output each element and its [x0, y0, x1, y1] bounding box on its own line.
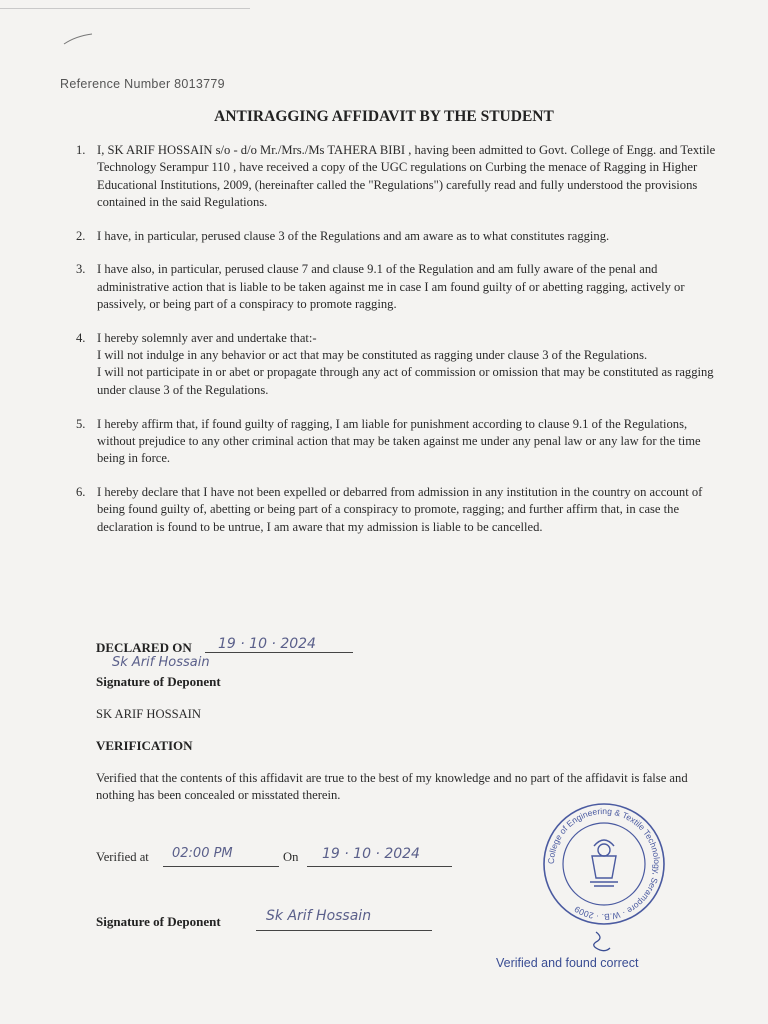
declared-date-handwritten: 19 · 10 · 2024 — [218, 636, 316, 652]
verified-time-handwritten: 02:00 PM — [172, 846, 233, 861]
pen-mark-icon — [62, 30, 102, 50]
clause-item — [76, 261, 716, 313]
signature-label: Signature of Deponent — [96, 674, 221, 689]
clause-text: I will not indulge in any behavior or act that may be constituted as ragging under clause 3 of the Regulations. — [97, 348, 648, 363]
document-title: ANTIRAGGING AFFIDAVIT BY THE STUDENT — [214, 108, 554, 125]
clause-item — [76, 330, 716, 399]
clause-item — [76, 484, 716, 536]
verified-date-handwritten: 19 · 10 · 2024 — [322, 846, 420, 862]
clause-number: 2. — [76, 228, 86, 243]
declared-date-line — [205, 652, 353, 653]
clause-number: 3. — [76, 262, 86, 277]
clause-list — [76, 142, 716, 552]
clause-item — [76, 416, 716, 468]
signature-label-2: Signature of Deponent — [96, 914, 221, 929]
clause-text: I will not participate in or abet or propagate through any act of commission or omission that may be constituted as ragging under clause 3 of the Regulations. — [97, 365, 714, 397]
clause-number: 4. — [76, 330, 86, 345]
declared-on-label: DECLARED ON — [96, 640, 192, 655]
clause-text: I have, in particular, perused clause 3 of the Regulations and am aware as to what constitutes ragging. — [97, 228, 610, 243]
clause-item — [76, 142, 716, 211]
clause-number: 6. — [76, 484, 86, 499]
seal-text: College of Engineering & Textile Technology, Serampore · W.B. · 2009 — [545, 805, 663, 923]
clause-text: I have also, in particular, perused clause 7 and clause 9.1 of the Regulation and am fully aware of the penal and administrative action that is liable to be taken against me in case I am found guilty of or abetting ragging, actively or passively, or being part of a conspiracy to promote ragging. — [97, 262, 685, 312]
verified-note: Verified and found correct — [496, 956, 639, 970]
verified-time-line — [163, 866, 279, 867]
on-label: On — [283, 850, 299, 864]
reference-number: Reference Number 8013779 — [60, 77, 225, 91]
clause-text: I hereby affirm that, if found guilty of ragging, I am liable for punishment according to clause 9.1 of the Regulations, without prejudice to any other criminal action that may be taken against me under any penal law or any law for the time being in force. — [97, 416, 701, 466]
college-seal-icon — [540, 800, 668, 928]
signature-line-2 — [256, 930, 432, 931]
clause-text: I hereby declare that I have not been expelled or debarred from admission in any institution in the country on account of being found guilty of, abetting or being part of a conspiracy to promote, ragging; and further affirm that, in case the declaration is found to be untrue, I am aware that my admission is liable to be cancelled. — [97, 484, 703, 534]
clause-text: I, SK ARIF HOSSAIN s/o - d/o Mr./Mrs./Ms TAHERA BIBI , having been admitted to Govt. College of Engg. and Textile Technology Serampur 110 , have received a copy of the UGC regulations on Curbing the menace of Ragging in Higher Educational Institutions, 2009, (hereinafter called the "Regulations") carefully read and fully understood the provisions contained in the said Regulations. — [97, 143, 716, 209]
clause-number: 5. — [76, 416, 86, 431]
clause-text: I hereby solemnly aver and undertake that:- — [97, 330, 317, 345]
signature-handwritten: Sk Arif Hossain — [112, 655, 210, 670]
initials-mark-icon — [588, 930, 612, 956]
verification-heading: VERIFICATION — [96, 738, 193, 753]
verification-text: Verified that the contents of this affidavit are true to the best of my knowledge and no part of the affidavit is false and nothing has been concealed or misstated therein. — [96, 771, 688, 803]
top-rule — [0, 8, 250, 9]
verified-date-line — [307, 866, 452, 867]
signature-handwritten-2: Sk Arif Hossain — [266, 908, 372, 924]
verified-at-label: Verified at — [96, 850, 149, 864]
deponent-name: SK ARIF HOSSAIN — [96, 707, 201, 721]
clause-number: 1. — [76, 143, 86, 157]
clause-item — [76, 228, 716, 245]
